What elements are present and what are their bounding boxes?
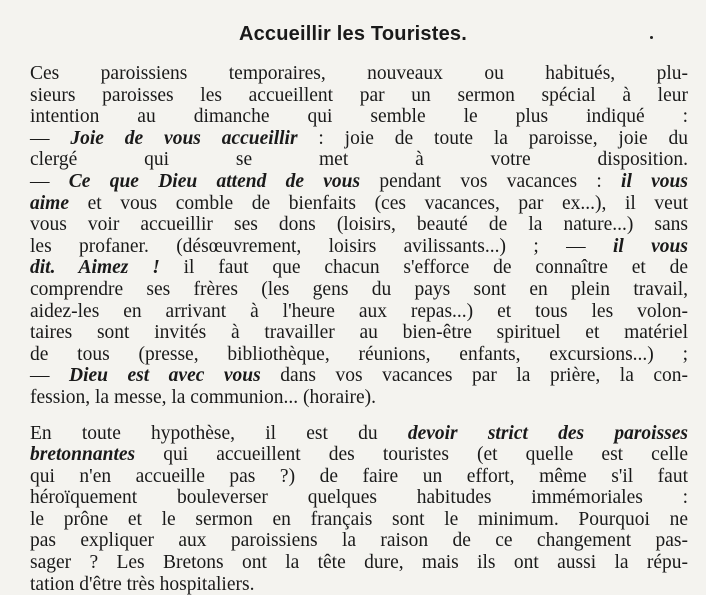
- paragraph: [30, 423, 688, 595]
- article-body: [30, 63, 688, 595]
- text-line: [30, 387, 688, 409]
- text-run: le prône et le sermon en français sont le minimum. Pourquoi ne: [30, 509, 688, 530]
- ink-speck: [650, 36, 653, 39]
- text-run: vous voir accueillir ses dons (loisirs, beauté de la nature...) sans: [30, 214, 688, 235]
- text-line: [30, 193, 688, 215]
- emphasis-text: Joie de vous accueillir: [70, 128, 297, 149]
- text-run: —: [30, 171, 69, 192]
- text-run: —: [30, 365, 69, 386]
- text-line: [30, 509, 688, 531]
- text-line: [30, 85, 688, 107]
- text-line: [30, 466, 688, 488]
- text-line: [30, 171, 688, 193]
- text-run: de tous (presse, bibliothèque, réunions, enfants, excursions...) ;: [30, 344, 688, 365]
- text-line: [30, 149, 688, 171]
- text-run: il faut que chacun s'efforce de connaître et de: [160, 257, 688, 278]
- text-line: [30, 552, 688, 574]
- text-run: héroïquement bouleverser quelques habitudes immémoriales :: [30, 487, 688, 508]
- text-line: [30, 487, 688, 509]
- emphasis-text: dit. Aimez !: [30, 257, 160, 278]
- text-line: [30, 344, 688, 366]
- text-run: tation d'être très hospitaliers.: [30, 574, 254, 595]
- text-run: et vous comble de bienfaits (ces vacances, par ex...), il veut: [69, 193, 688, 214]
- text-run: intention au dimanche qui semble le plus indiqué :: [30, 106, 688, 127]
- emphasis-text: devoir strict des paroisses: [408, 423, 688, 444]
- text-run: aidez-les en arrivant à l'heure aux repas...) et tous les volon-: [30, 301, 688, 322]
- emphasis-text: Dieu est avec vous: [69, 365, 261, 386]
- text-line: [30, 236, 688, 258]
- text-run: Ces paroissiens temporaires, nouveaux ou habitués, plu-: [30, 63, 688, 84]
- text-line: [30, 106, 688, 128]
- text-line: [30, 574, 688, 595]
- emphasis-text: il vous: [621, 171, 688, 192]
- text-run: pas expliquer aux paroissiens la raison de ce changement pas-: [30, 530, 688, 551]
- text-run: En toute hypothèse, il est du: [30, 423, 408, 444]
- text-run: sager ? Les Bretons ont la tête dure, mais ils ont aussi la répu-: [30, 552, 688, 573]
- text-run: comprendre ses frères (les gens du pays sont en plein travail,: [30, 279, 688, 300]
- text-line: [30, 128, 688, 150]
- text-run: sieurs paroisses les accueillent par un sermon spécial à leur: [30, 85, 688, 106]
- text-run: les profaner. (désœuvrement, loisirs avilissants...) ; —: [30, 236, 613, 257]
- emphasis-text: Ce que Dieu attend de vous: [69, 171, 360, 192]
- text-run: clergé qui se met à votre disposition.: [30, 149, 688, 170]
- text-run: —: [30, 128, 70, 149]
- text-run: qui n'en accueille pas ?) de faire un effort, même s'il faut: [30, 466, 688, 487]
- paragraph-gap: [30, 409, 688, 423]
- text-line: [30, 322, 688, 344]
- paragraph: [30, 63, 688, 409]
- text-run: pendant vos vacances :: [360, 171, 621, 192]
- text-run: dans vos vacances par la prière, la con-: [261, 365, 688, 386]
- text-line: [30, 257, 688, 279]
- text-run: fession, la messe, la communion... (horaire).: [30, 387, 376, 408]
- text-line: [30, 63, 688, 85]
- emphasis-text: bretonnantes: [30, 444, 135, 465]
- text-line: [30, 423, 688, 445]
- text-line: [30, 301, 688, 323]
- text-line: [30, 530, 688, 552]
- text-line: [30, 444, 688, 466]
- text-line: [30, 365, 688, 387]
- text-line: [30, 279, 688, 301]
- text-run: : joie de toute la paroisse, joie du: [298, 128, 688, 149]
- text-run: qui accueillent des touristes (et quelle est celle: [135, 444, 688, 465]
- page-title: Accueillir les Touristes.: [0, 22, 706, 46]
- emphasis-text: il vous: [613, 236, 688, 257]
- emphasis-text: aime: [30, 193, 69, 214]
- text-line: [30, 214, 688, 236]
- text-run: taires sont invités à travailler au bien-être spirituel et matériel: [30, 322, 688, 343]
